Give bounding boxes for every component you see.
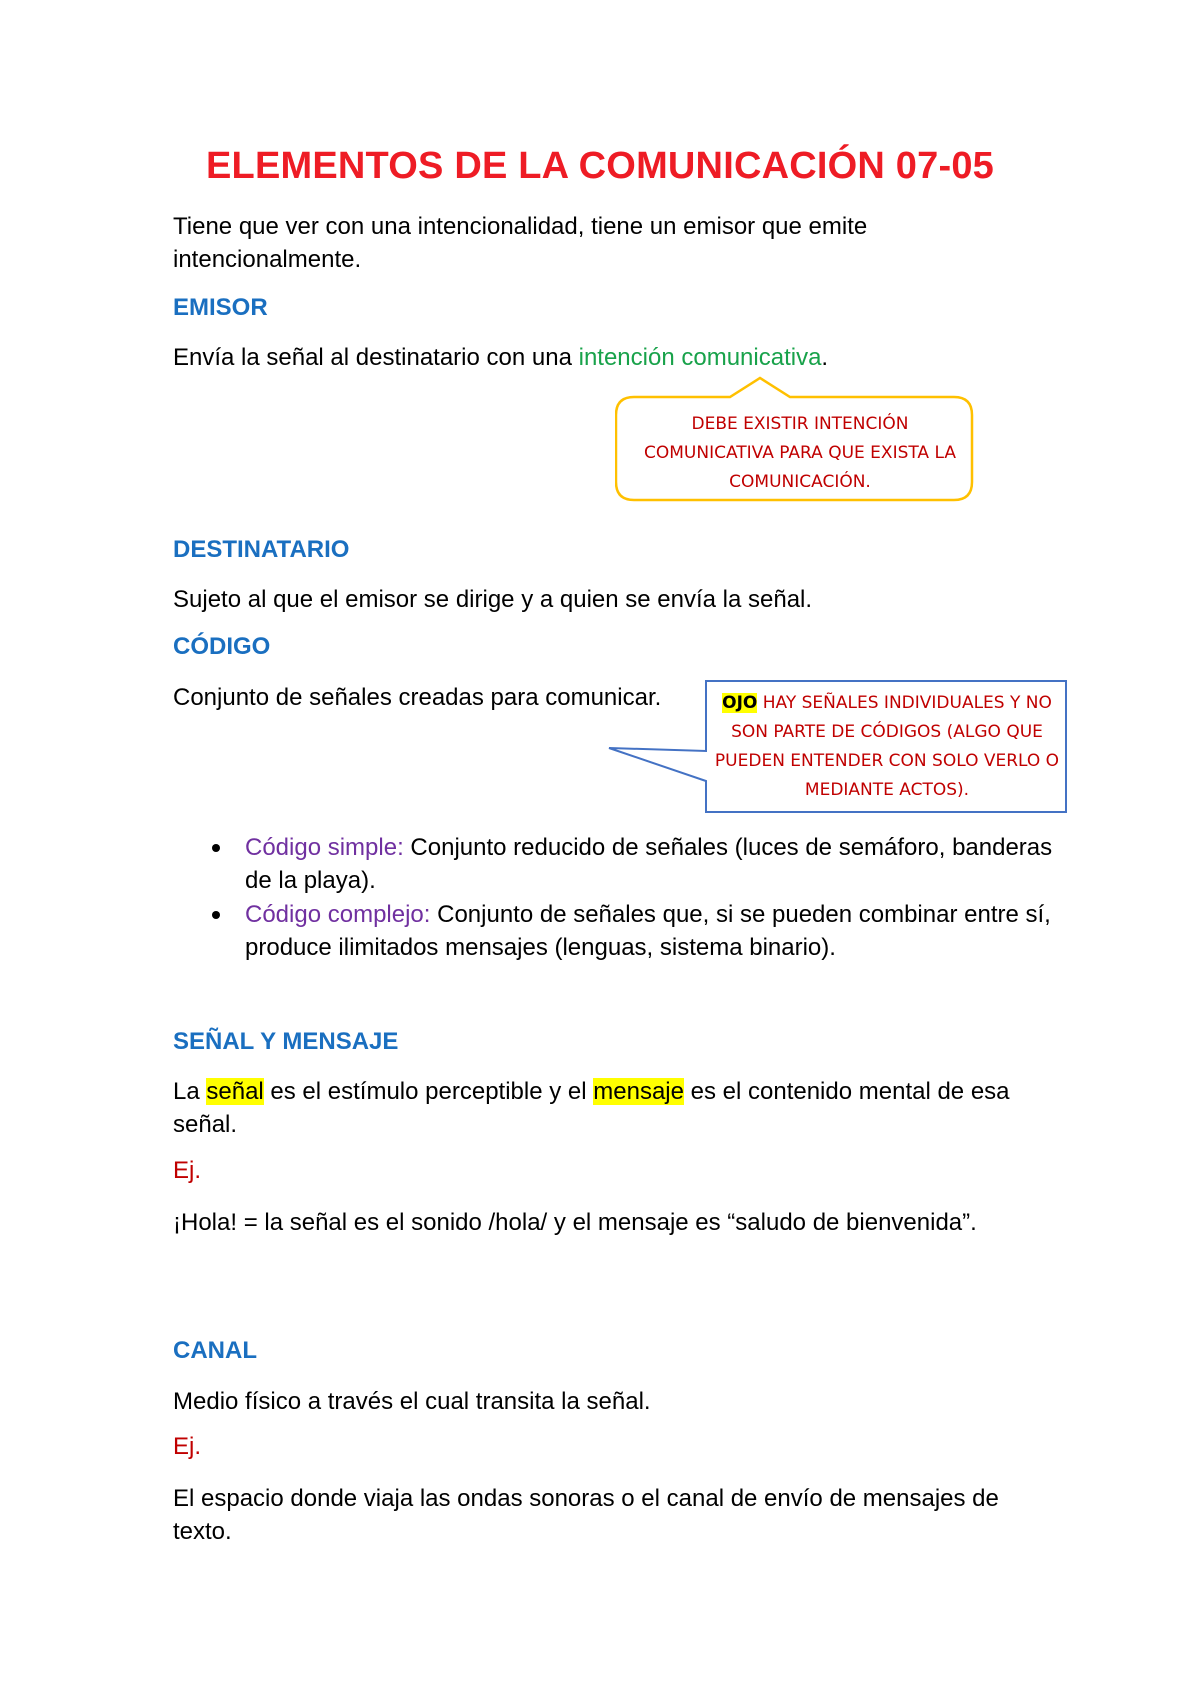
list-item bbox=[196, 831, 1066, 897]
senal-text-3: es el contenido mental de esa señal. bbox=[173, 1078, 1010, 1138]
emisor-text: Envía la señal al destinatario con una bbox=[173, 344, 579, 371]
emisor-green-text: intención comunicativa bbox=[578, 344, 822, 371]
canal-paragraph: Medio físico a través el cual transita la señal. bbox=[173, 1388, 651, 1415]
codigo-callout-body: HAY SEÑALES INDIVIDUALES Y NO SON PARTE DE CÓDIGOS (ALGO QUE PUEDEN ENTENDER CON SOLO VERLO O MEDIANTE ACTOS). bbox=[714, 693, 1060, 800]
highlight-senal: señal bbox=[206, 1078, 264, 1105]
highlight-mensaje: mensaje bbox=[593, 1078, 684, 1105]
senal-text-2: es el estímulo perceptible y el bbox=[263, 1078, 594, 1105]
ojo-label: OJO bbox=[722, 693, 758, 713]
senal-example: ¡Hola! = la señal es el sonido /hola/ y el mensaje es “saludo de bienvenida”. bbox=[173, 1209, 977, 1236]
heading-canal: CANAL bbox=[173, 1337, 257, 1364]
heading-destinatario: DESTINATARIO bbox=[173, 536, 350, 563]
senal-ej-label: Ej. bbox=[173, 1157, 202, 1184]
heading-emisor: EMISOR bbox=[173, 294, 268, 321]
senal-paragraph bbox=[173, 1075, 1043, 1141]
codigo-paragraph: Conjunto de señales creadas para comunicar. bbox=[173, 684, 662, 711]
list-item-text: Conjunto de señales que, si se pueden combinar entre sí, produce ilimitados mensajes (lenguas, sistema binario). bbox=[245, 901, 1051, 961]
list-item-text: Conjunto reducido de señales (luces de semáforo, banderas de la playa). bbox=[245, 834, 1053, 894]
bullet-icon bbox=[212, 911, 220, 919]
emisor-paragraph bbox=[173, 341, 1043, 374]
bullet-icon bbox=[212, 844, 220, 852]
senal-text-1: La bbox=[173, 1078, 207, 1105]
emisor-callout-text: DEBE EXISTIR INTENCIÓN COMUNICATIVA PARA QUE EXISTA LA COMUNICACIÓN. bbox=[644, 414, 956, 492]
canal-example: El espacio donde viaja las ondas sonoras o el canal de envío de mensajes de texto. bbox=[173, 1485, 999, 1545]
emisor-text-end: . bbox=[821, 344, 829, 371]
canal-ej-label: Ej. bbox=[173, 1433, 202, 1460]
list-item bbox=[196, 898, 1066, 964]
destinatario-paragraph: Sujeto al que el emisor se dirige y a quien se envía la señal. bbox=[173, 586, 813, 613]
intro-paragraph: Tiene que ver con una intencionalidad, tiene un emisor que emite intencionalmente. bbox=[173, 213, 868, 273]
heading-codigo: CÓDIGO bbox=[173, 633, 271, 660]
list-item-term: Código complejo: bbox=[245, 901, 431, 928]
codigo-list bbox=[196, 831, 1066, 965]
page-title: ELEMENTOS DE LA COMUNICACIÓN 07-05 bbox=[205, 145, 994, 187]
list-item-term: Código simple: bbox=[245, 834, 404, 861]
heading-senal-mensaje: SEÑAL Y MENSAJE bbox=[173, 1028, 399, 1055]
codigo-callout-text bbox=[712, 689, 1062, 805]
